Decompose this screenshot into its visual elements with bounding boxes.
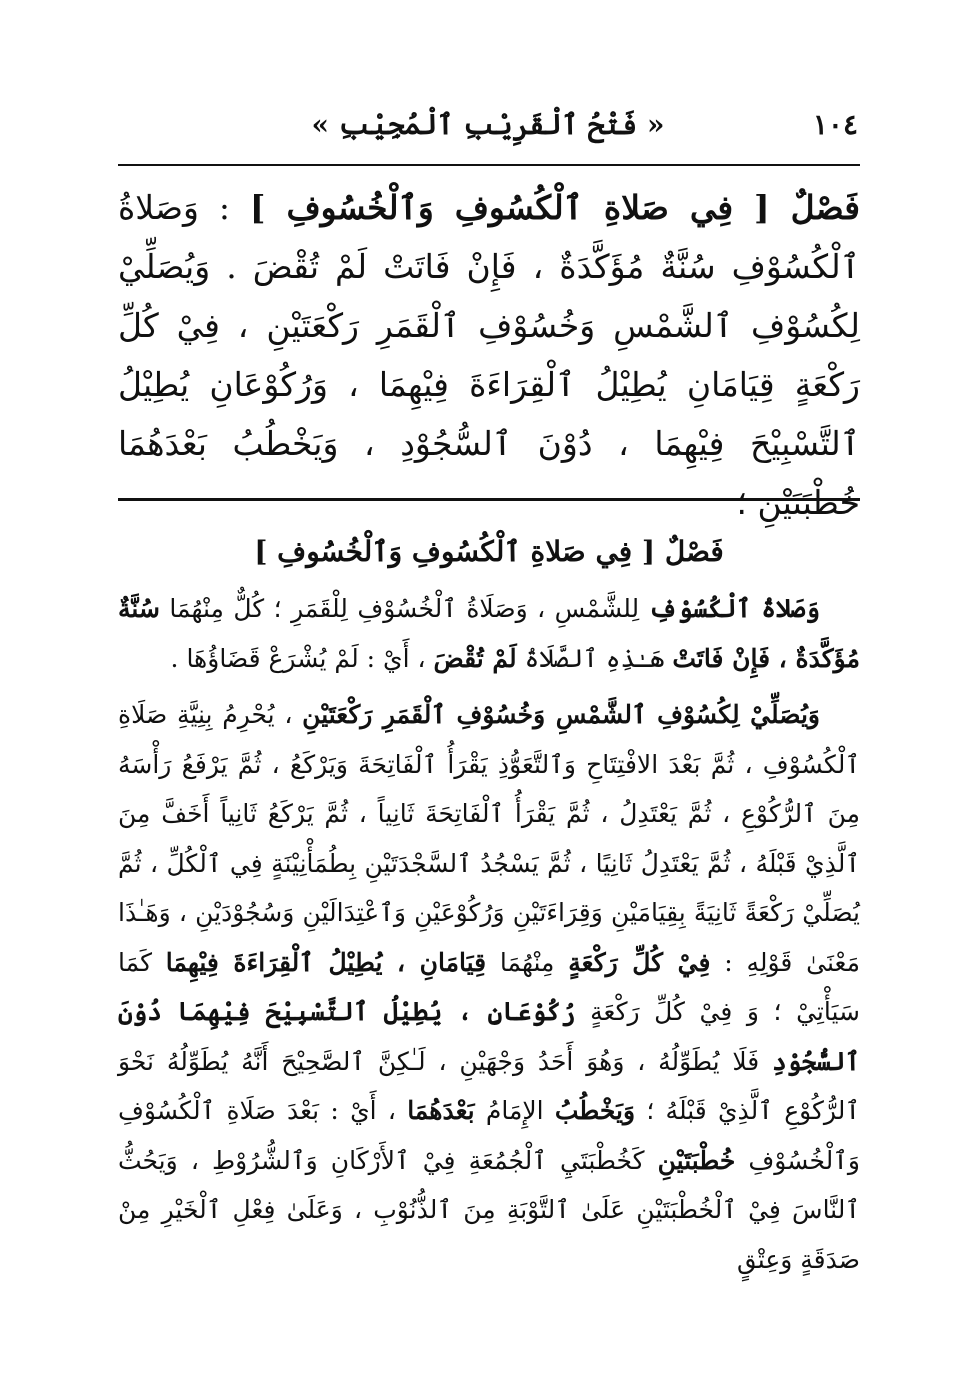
matn-quote: بَعْدَهُمَا <box>407 1096 475 1125</box>
matn-body: وَصَلاةُ ٱلْكُسُوْفِ سُنَّةٌ مُؤَكَّدَةٌ ، فَإِنْ فَاتَتْ لَمْ تُقْضَ . وَيُصَلِّيْ لِكُسُوْفِ ٱلشَّمْسِ وَخُسُوْفِ ٱلْقَمَرِ رَكْعَتَيْنِ ، فِيْ كُلِّ رَكْعَةٍ قِيَامَانِ يُطِيْلُ ٱلْقِرَاءَةَ فِيْهِمَا ، وَرُكُوْعَانِ يُطِيْلُ ٱلتَّسْبِيْحَ فِيْهِمَا ، دُوْنَ ٱلسُّجُوْدِ ، وَيَخْطُبُ بَعْدَهُمَا خُطْبَتَيْنِ ؛ <box>118 188 860 522</box>
header-rule <box>118 164 860 166</box>
commentary-text: هَـٰذِهِ ٱلصَّلَاةُ <box>516 643 673 673</box>
page-header <box>118 108 858 148</box>
commentary-text: كَخُطْبَتَيِ ٱلْجُمُعَةِ فِيْ ٱلأَرْكَانِ وَٱلشُّرُوْطِ ، وَيَحُثُّ ٱلنَّاسَ فِيْ ٱلْخُطْبَتَيْنِ عَلَىٰ ٱلتَّوْبَةِ مِنَ ٱلذُّنُوْبِ ، وَعَلَىٰ فِعْلِ ٱلْخَيْرِ مِنْ صَدَقَةٍ وَعِتْقٍ <box>118 1145 860 1274</box>
commentary-text: مِنْهُمَا <box>486 947 569 977</box>
running-title: « فَتْحُ ٱلْقَرِيْبِ ٱلْمُجِيْبِ » <box>311 108 665 141</box>
commentary-text: لِلشَّمْسِ ، وَصَلَاةُ ٱلْخُسُوْفِ لِلْقَمَرِ ؛ كُلٌّ مِنْهُمَا <box>159 594 649 623</box>
commentary-text: ، أَيْ : بَعْدَ صَلَاةِ ٱلْكُسُوْفِ وَٱلْخُسُوْفِ <box>118 1096 861 1175</box>
matn-quote: رُكُوْعَانِ ، يُطِيْلُ ٱلتَّسْبِيْحَ فِيْهِمَا دُوْنَ ٱلسُّجُوْدِ <box>118 997 860 1076</box>
matn-quote: وَيَخْطُبُ <box>554 1096 636 1125</box>
sharh-paragraph-2 <box>118 690 860 1284</box>
matn-text-block <box>118 178 860 532</box>
commentary-text: ، أَيْ : لَمْ يُشْرَعْ قَضَاؤُهَا . <box>170 643 434 673</box>
matn-quote: قِيَامَانِ ، يُطِيْلُ ٱلْقِرَاءَةَ فِيْهِمَا <box>165 947 487 977</box>
sharh-paragraph-1 <box>118 584 860 683</box>
commentary-text: فَلَا يُطَوِّلُهُ ، وَهُوَ أَحَدُ وَجْهَيْنِ ، لَـٰكِنَّ ٱلصَّحِيْحَ أَنَّهُ يُطَوِّلُهُ نَحْوَ ٱلرُّكُوْعِ ٱلَّذِيْ قَبْلَهُ ؛ <box>118 1046 860 1125</box>
sharh-commentary <box>118 584 860 1284</box>
matn-section-heading: فَصْلٌ [ فِي صَلاةِ ٱلْكُسُوفِ وَٱلْخُسُوفِ ] <box>249 188 860 227</box>
matn-quote: سُنَّةٌ مُؤَكَّدَةٌ ، فَإِنْ فَاتَتْ <box>118 594 860 673</box>
commentary-text: كَمَا سَيَأْتِيْ ؛ وَ فِيْ كُلِّ رَكْعَةٍ <box>118 947 860 1026</box>
section-divider-rule <box>118 498 860 501</box>
matn-quote: وَصَلاةُ ٱلْكُسُوْفِ <box>648 594 820 623</box>
sharh-section-heading: فَصْلٌ [ فِي صَلاةِ ٱلْكُسُوفِ وَٱلْخُسُوفِ ] <box>254 535 724 568</box>
matn-quote: لَمْ تُقْضَ <box>433 643 517 673</box>
matn-colon: : <box>198 188 250 227</box>
matn-quote: خُطْبَتَيْنِ <box>657 1145 736 1175</box>
matn-quote: وَيُصَلِّيْ لِكُسُوْفِ ٱلشَّمْسِ وَخُسُوْفِ ٱلْقَمَرِ رَكْعَتَيْنِ <box>302 700 820 729</box>
commentary-text: الإِمَامُ <box>474 1096 555 1125</box>
commentary-text: ، يُحْرِمُ بِنِيَّةِ صَلَاةِ ٱلْكُسُوْفِ ، ثُمَّ بَعْدَ الافْتِتَاحِ وَٱلتَّعَوُّذِ يَقْرَأُ ٱلْفَاتِحَةَ وَيَرْكَعُ ، ثُمَّ يَرْفَعُ رَأْسَهُ مِنَ ٱلرُّكُوْعِ ، ثُمَّ يَعْتَدِلُ ، ثُمَّ يَقْرَأُ ٱلْفَاتِحَةَ ثَانِياً ، ثُمَّ يَرْكَعُ ثَانِياً أَخَفَّ مِنَ ٱلَّذِيْ قَبْلَهُ ، ثُمَّ يَعْتَدِلُ ثَانِيًا ، ثُمَّ يَسْجُدُ ٱلسَّجْدَتَيْنِ بِطُمَأْنِيْنَةٍ فِي ٱلْكُلِّ ، ثُمَّ يُصَلِّيْ رَكْعَةً ثَانِيَةً بِقِيَامَيْنِ وَقِرَاءَتَيْنِ وَرُكُوْعَيْنِ وَٱعْتِدَالَيْنِ وَسُجُوْدَيْنِ ، وَهَـٰذَا مَعْنَىٰ قَوْلِهِ : <box>118 700 860 977</box>
matn-quote: فِيْ كُلِّ رَكْعَةٍ <box>568 947 711 977</box>
page-number: ١٠٤ <box>812 108 858 141</box>
